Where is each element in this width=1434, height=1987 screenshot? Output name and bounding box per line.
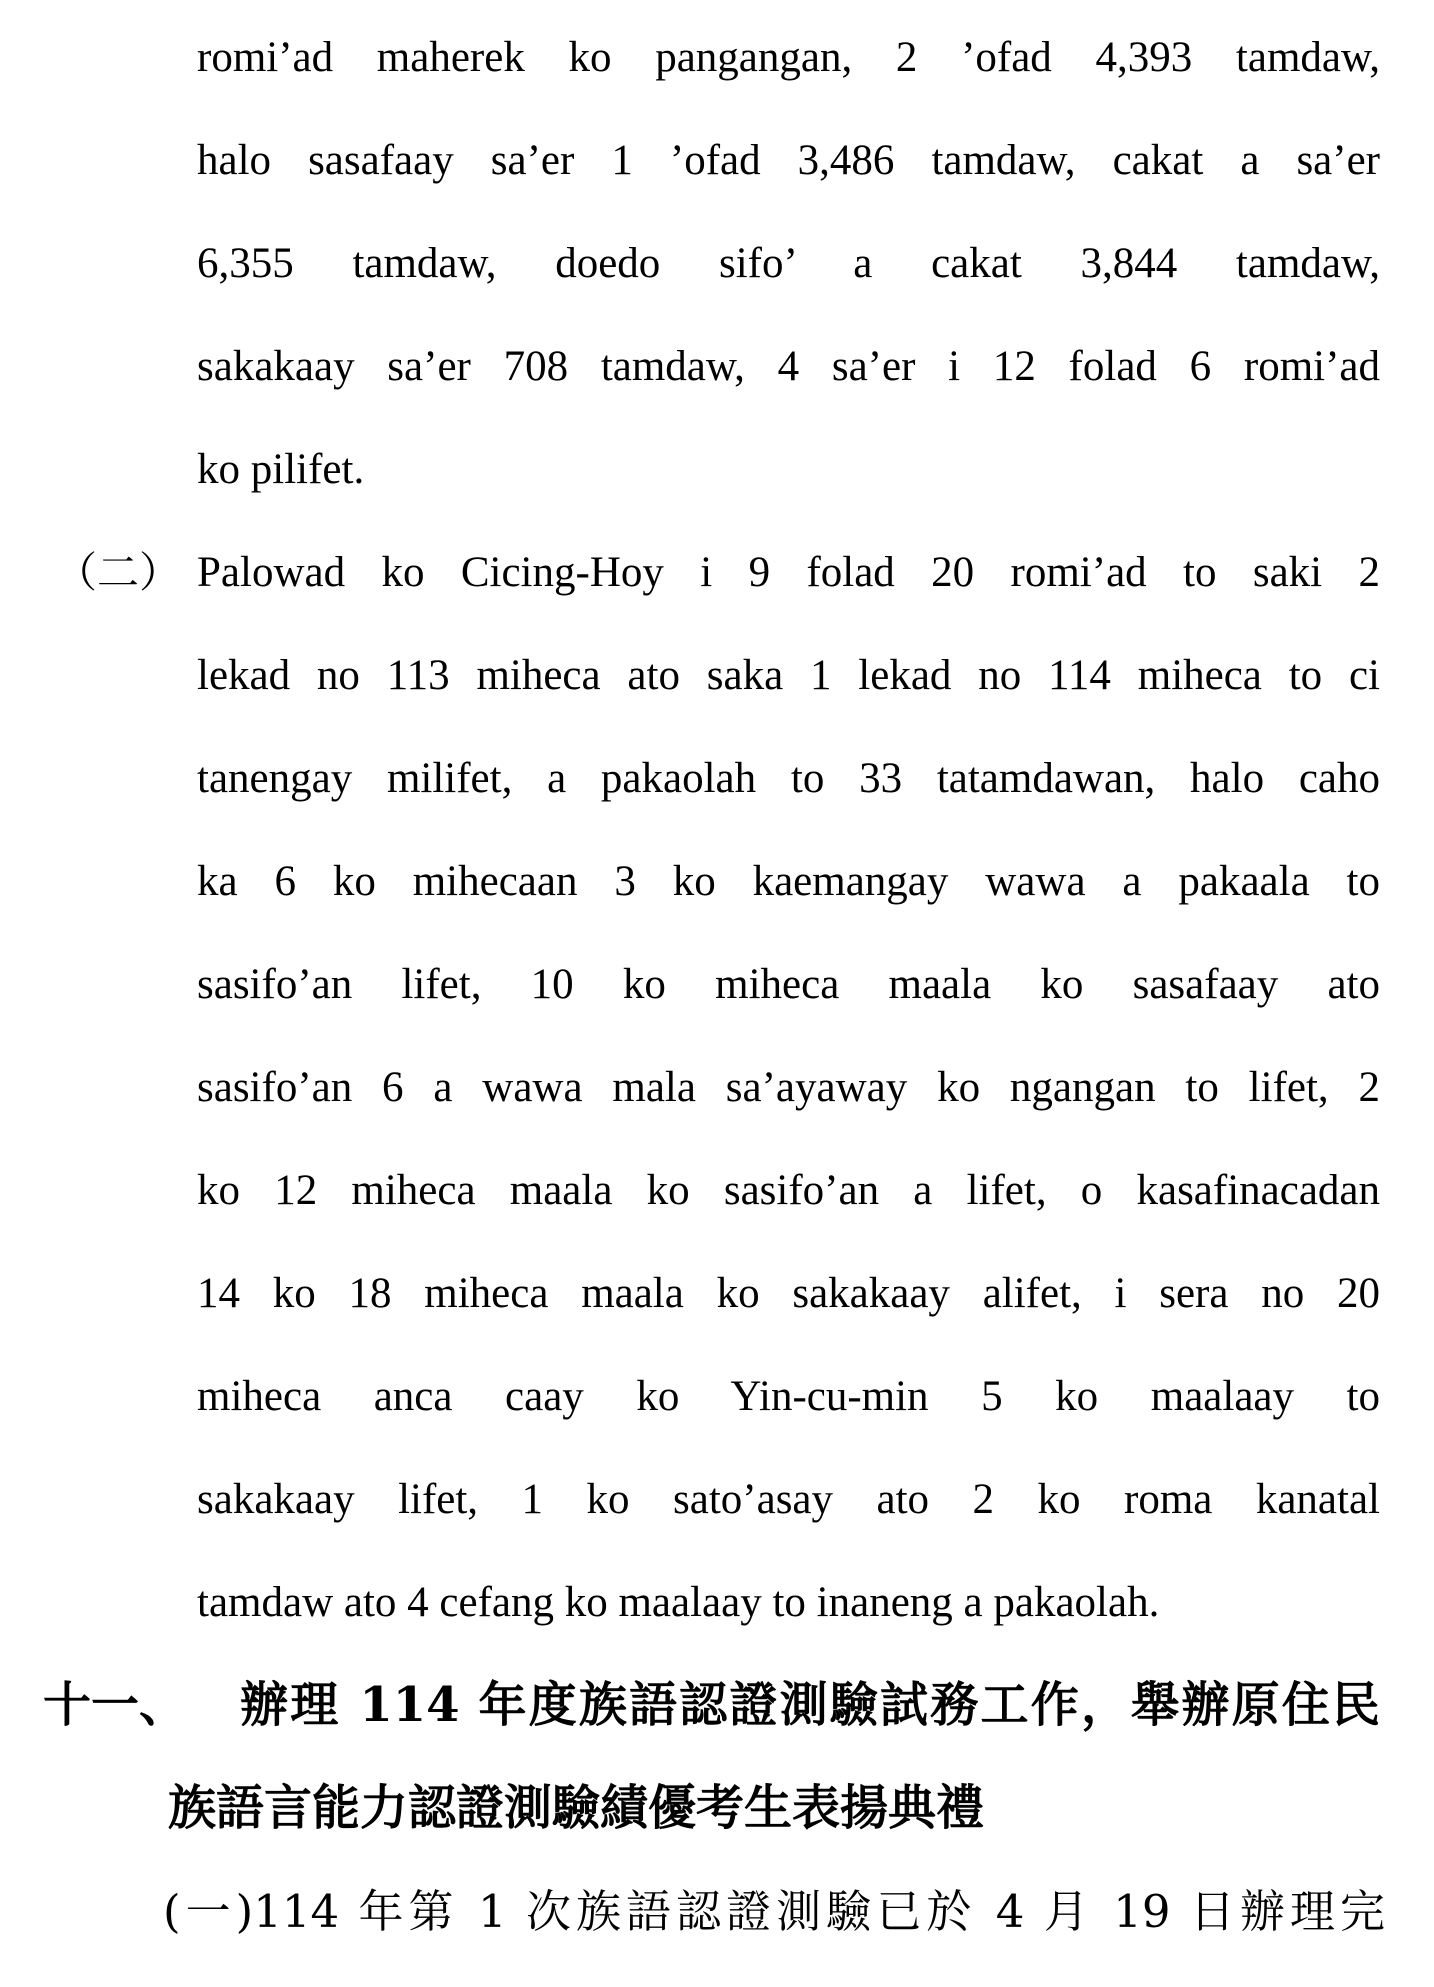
text-line: lekad no 113 miheca ato saka 1 lekad no 114 miheca to ci (197, 652, 1380, 699)
text-line: sakakaay lifet, 1 ko sato’asay ato 2 ko roma kanatal (197, 1476, 1380, 1523)
item-1-marker: (一) (163, 1885, 254, 1938)
chinese-heading-11 (0, 1654, 1434, 1860)
text-line: 14 ko 18 miheca maala ko sakakaay alifet, i sera no 20 (197, 1270, 1380, 1317)
text-line: ko 12 miheca maala ko sasifo’an a lifet, o kasafinacadan (197, 1167, 1380, 1214)
text-line: ko pilifet. (197, 446, 365, 493)
heading-title-line-1: 辦理 114 年度族語認證測驗試務工作，舉辦原住民 (240, 1677, 1380, 1733)
text-line: romi’ad maherek ko pangangan, 2 ’ofad 4,393 tamdaw, (197, 34, 1380, 81)
amis-paragraph-continuation (0, 6, 1434, 521)
text-line: Palowad ko Cicing-Hoy i 9 folad 20 romi’ad to saki 2 (197, 549, 1380, 596)
text-line: 6,355 tamdaw, doedo sifo’ a cakat 3,844 tamdaw, (197, 240, 1380, 287)
text-line: tamdaw ato 4 cefang ko maalaay to inaneng a pakaolah. (197, 1579, 1160, 1626)
heading-title-line-2: 族語言能力認證測驗績優考生表揚典禮 (168, 1780, 985, 1836)
text-line: sakakaay sa’er 708 tamdaw, 4 sa’er i 12 folad 6 romi’ad (197, 343, 1380, 390)
text-line: tanengay milifet, a pakaolah to 33 tatamdawan, halo caho (197, 755, 1380, 802)
text-line: ka 6 ko mihecaan 3 ko kaemangay wawa a pakaala to (197, 858, 1380, 905)
document-page (0, 6, 1434, 1963)
amis-item-2 (0, 521, 1434, 1654)
item-1-text: 114 年第 1 次族語認證測驗已於 4 月 19 日辦理完 (253, 1885, 1385, 1938)
heading-line-1 (0, 1654, 1434, 1757)
item-2-marker: （二） (55, 548, 182, 597)
heading-number: 十一、 (43, 1677, 188, 1733)
text-line: sasifo’an 6 a wawa mala sa’ayaway ko ngangan to lifet, 2 (197, 1064, 1380, 1111)
text-line: halo sasafaay sa’er 1 ’ofad 3,486 tamdaw, cakat a sa’er (197, 137, 1380, 184)
chinese-item-1 (163, 1860, 1385, 1963)
text-line: miheca anca caay ko Yin-cu-min 5 ko maalaay to (197, 1373, 1380, 1420)
text-line: sasifo’an lifet, 10 ko miheca maala ko sasafaay ato (197, 961, 1380, 1008)
